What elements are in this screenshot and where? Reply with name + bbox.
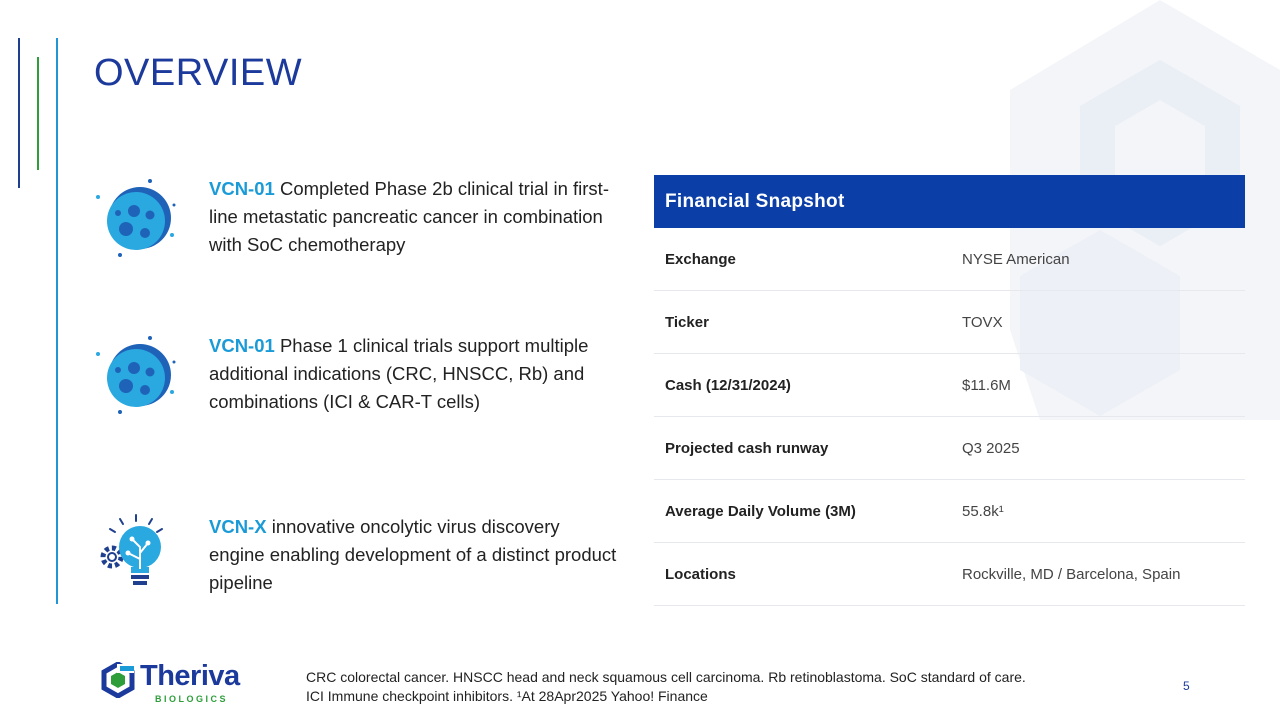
table-row <box>654 228 1245 291</box>
row-label: Locations <box>665 565 736 583</box>
theriva-logo <box>100 660 260 706</box>
row-label: Projected cash runway <box>665 439 829 457</box>
footnote <box>306 668 1146 706</box>
virus-icon <box>90 175 180 265</box>
row-label: Cash (12/31/2024) <box>665 376 791 394</box>
financial-snapshot-table <box>654 175 1245 606</box>
row-value: $11.6M <box>962 376 1011 394</box>
row-value: TOVX <box>962 313 1003 331</box>
accent-bar-blue <box>56 38 58 604</box>
table-row <box>654 480 1245 543</box>
row-value: Rockville, MD / Barcelona, Spain <box>962 565 1181 583</box>
row-label: Average Daily Volume (3M) <box>665 502 856 520</box>
page-title: OVERVIEW <box>94 52 303 94</box>
row-value: NYSE American <box>962 250 1070 268</box>
footnote-line: ICI Immune checkpoint inhibitors. ¹At 28Apr2025 Yahoo! Finance <box>306 688 708 704</box>
table-row <box>654 354 1245 417</box>
logo-wordmark: Theriva <box>140 660 240 692</box>
overview-description: innovative oncolytic virus discovery engine enabling development of a distinct product pipeline <box>209 516 617 593</box>
accent-bar-navy <box>18 38 20 188</box>
product-code: VCN-01 <box>209 178 275 199</box>
footnote-line: CRC colorectal cancer. HNSCC head and neck squamous cell carcinoma. Rb retinoblastoma. SoC standard of care. <box>306 669 1026 685</box>
hexagon-logo-icon <box>100 662 136 698</box>
accent-bar-green <box>37 57 39 170</box>
row-value: 55.8k¹ <box>962 502 1004 520</box>
product-code: VCN-01 <box>209 335 275 356</box>
table-row <box>654 417 1245 480</box>
row-label: Exchange <box>665 250 736 268</box>
table-row <box>654 291 1245 354</box>
table-header: Financial Snapshot <box>654 175 1245 228</box>
row-value: Q3 2025 <box>962 439 1020 457</box>
overview-description: Phase 1 clinical trials support multiple additional indications (CRC, HNSCC, Rb) and combinations (ICI & CAR-T cells) <box>209 335 589 412</box>
page-number: 5 <box>1183 679 1190 693</box>
overview-description: Completed Phase 2b clinical trial in first-line metastatic pancreatic cancer in combination with SoC chemotherapy <box>209 178 609 255</box>
overview-text <box>209 332 619 416</box>
virus-icon <box>90 332 180 422</box>
product-code: VCN-X <box>209 516 267 537</box>
logo-subtitle: BIOLOGICS <box>155 694 229 704</box>
table-row <box>654 543 1245 606</box>
row-label: Ticker <box>665 313 709 331</box>
overview-text <box>209 513 619 597</box>
lightbulb-gear-icon <box>90 513 180 603</box>
overview-text <box>209 175 619 259</box>
